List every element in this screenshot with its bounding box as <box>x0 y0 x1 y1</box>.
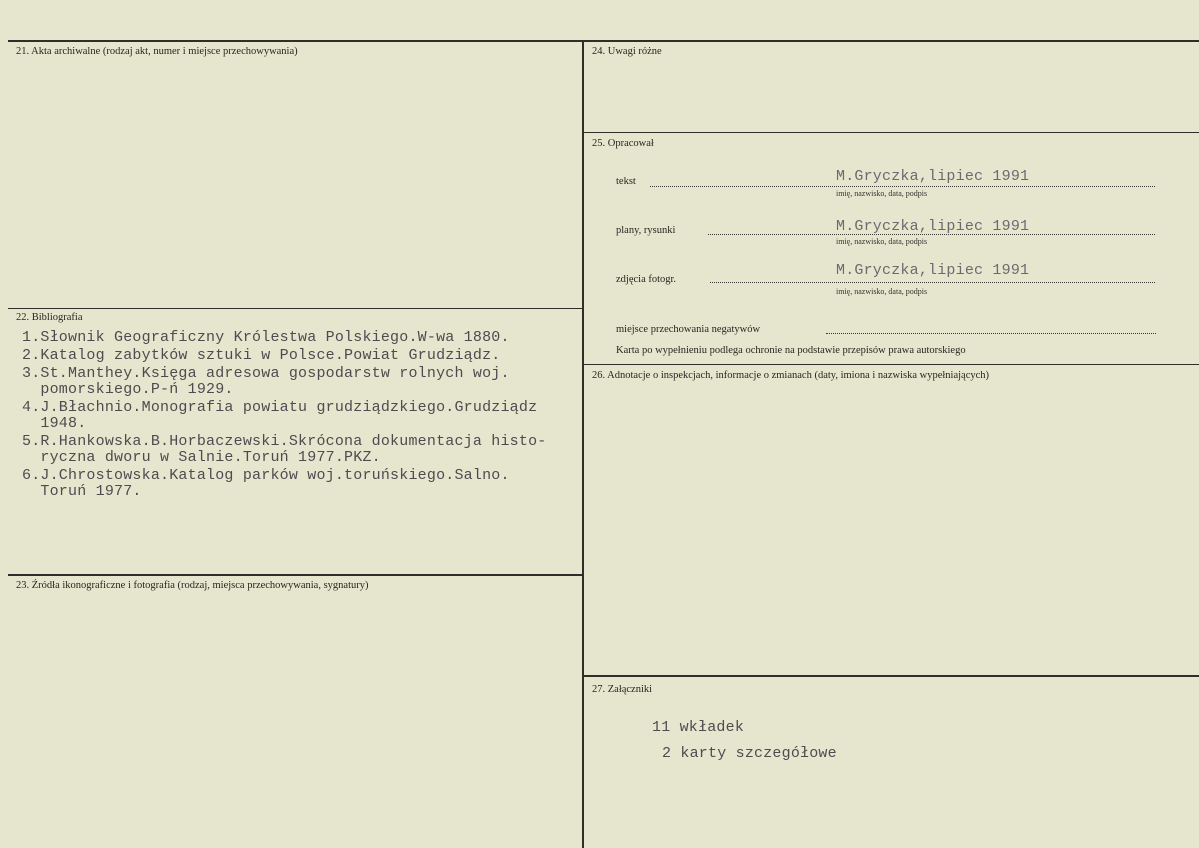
bibliography-line: 1.Słownik Geograficzny Królestwa Polskiego.W-wa 1880. <box>22 329 510 346</box>
bibliography-line: 5.R.Hankowska.B.Horbaczewski.Skrócona dokumentacja histo- <box>22 433 547 450</box>
bibliography-line: 2.Katalog zabytków sztuki w Polsce.Powiat Grudziądz. <box>22 347 501 364</box>
field-caption: imię, nazwisko, data, podpis <box>836 287 928 296</box>
section-21-label: 21. Akta archiwalne (rodzaj akt, numer i miejsce przechowywania) <box>16 46 298 57</box>
divider-25-26 <box>584 364 1199 365</box>
field-label-drawings: plany, rysunki <box>616 225 676 236</box>
section-23-label: 23. Źródła ikonograficzne i fotografia (rodzaj, miejsca przechowywania, sygnatury) <box>16 580 369 591</box>
author-signature: M.Gryczka,lipiec 1991 <box>836 168 1030 185</box>
divider-24-25 <box>584 132 1199 133</box>
signature-line <box>710 282 1155 283</box>
bibliography-line: 1948. <box>22 415 87 432</box>
field-caption: imię, nazwisko, data, podpis <box>836 189 928 198</box>
author-signature: M.Gryczka,lipiec 1991 <box>836 218 1030 235</box>
divider-21-22 <box>8 308 582 309</box>
field-caption: imię, nazwisko, data, podpis <box>836 237 928 246</box>
bibliography-line: 4.J.Błachnio.Monografia powiatu grudziądzkiego.Grudziądz <box>22 399 538 416</box>
attachment-item: 11 wkładek <box>652 719 745 736</box>
signature-line <box>650 186 1155 187</box>
negatives-location-line <box>826 333 1156 334</box>
bibliography-line: ryczna dworu w Salnie.Toruń 1977.PKZ. <box>22 449 381 466</box>
section-22-label: 22. Bibliografia <box>16 312 83 323</box>
author-signature: M.Gryczka,lipiec 1991 <box>836 262 1030 279</box>
center-divider <box>582 40 584 848</box>
bibliography-line: Toruń 1977. <box>22 483 142 500</box>
divider-26-27 <box>584 675 1199 677</box>
top-border <box>8 40 1199 42</box>
attachment-item: 2 karty szczegółowe <box>662 745 837 762</box>
field-label-photos: zdjęcia fotogr. <box>616 274 677 285</box>
bibliography-line: 3.St.Manthey.Księga adresowa gospodarstw rolnych woj. <box>22 365 510 382</box>
negatives-location-label: miejsce przechowania negatywów <box>616 324 761 335</box>
bibliography-line: pomorskiego.P-ń 1929. <box>22 381 234 398</box>
section-24-label: 24. Uwagi różne <box>592 46 662 57</box>
section-27-label: 27. Załączniki <box>592 684 653 695</box>
field-label-text: tekst <box>616 176 636 187</box>
section-26-label: 26. Adnotacje o inspekcjach, informacje o zmianach (daty, imiona i nazwiska wypełniających) <box>592 370 990 381</box>
divider-22-23 <box>8 574 582 576</box>
bibliography-line: 6.J.Chrostowska.Katalog parków woj.toruńskiego.Salno. <box>22 467 510 484</box>
section-25-label: 25. Opracował <box>592 138 654 149</box>
copyright-note: Karta po wypełnieniu podlega ochronie na podstawie przepisów prawa autorskiego <box>616 345 966 356</box>
